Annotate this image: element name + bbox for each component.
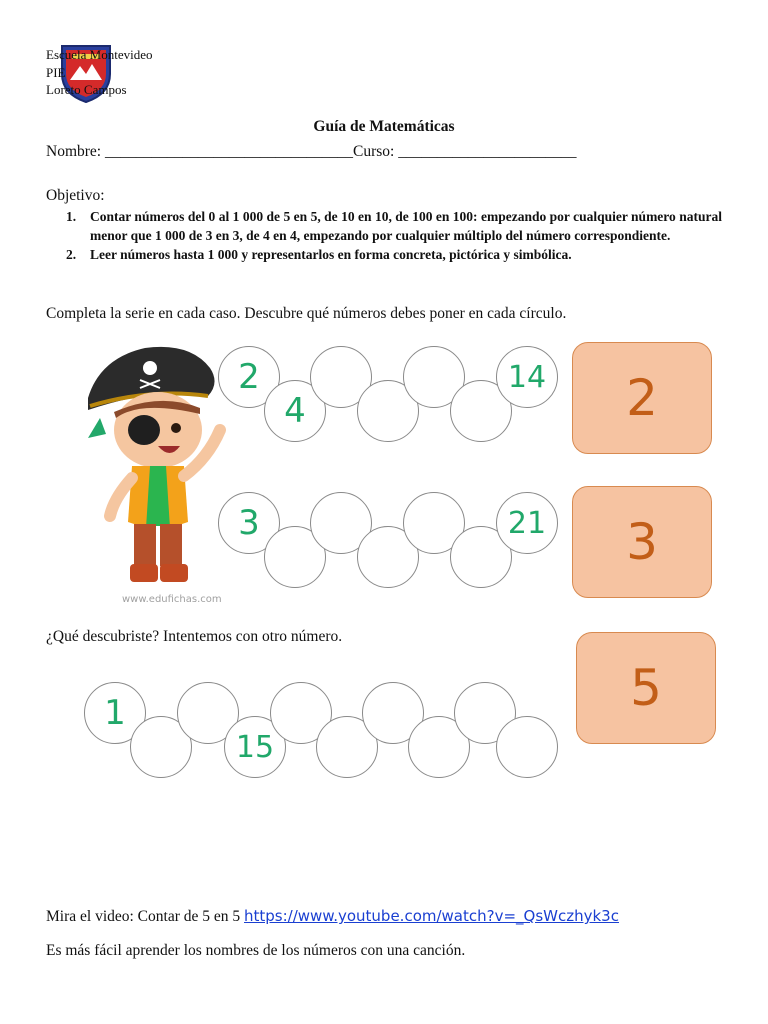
series-circle[interactable]: 4 — [264, 380, 326, 442]
question-text: ¿Qué descubriste? Intentemos con otro número. — [46, 628, 343, 645]
name-label: Nombre: — [46, 143, 102, 160]
student-form-line — [46, 143, 576, 161]
video-line — [46, 907, 619, 926]
series-circle[interactable] — [496, 716, 558, 778]
footer-text: Es más fácil aprender los nombres de los números con una canción. — [46, 942, 466, 959]
page-title: Guía de Matemáticas — [313, 118, 455, 135]
objective-number: 2. — [66, 247, 77, 262]
course-field[interactable]: _______________________ — [398, 143, 577, 160]
school-name: Escuela Montevideo — [46, 47, 153, 62]
series-circle[interactable]: 3 — [218, 492, 280, 554]
step-card: 2 — [572, 342, 712, 454]
series-circle[interactable]: 21 — [496, 492, 558, 554]
objective-item — [46, 207, 722, 245]
instruction-text: Completa la serie en cada caso. Descubre qué números debes poner en cada círculo. — [46, 305, 567, 322]
series-circle[interactable]: 1 — [84, 682, 146, 744]
objective-text: Contar números del 0 al 1 000 de 5 en 5, de 10 en 10, de 100 en 100: empezando por cualquier número natural menor que 1 000 de 3 en 3, de 4 en 4, empezando por cualquier múltiplo del número correspondiente. — [90, 209, 722, 243]
step-card: 3 — [572, 486, 712, 598]
school-header — [46, 46, 153, 99]
series-circle[interactable]: 15 — [224, 716, 286, 778]
objective-label: Objetivo: — [46, 187, 105, 204]
objective-number: 1. — [66, 209, 77, 224]
course-label: Curso: — [352, 143, 395, 160]
video-link[interactable]: https://www.youtube.com/watch?v=_QsWczhyk3c — [244, 907, 619, 925]
program-name: PIE — [46, 64, 66, 80]
series-circle[interactable]: 14 — [496, 346, 558, 408]
video-label: Mira el video: Contar de 5 en 5 — [46, 908, 245, 925]
objective-text: Leer números hasta 1 000 y representarlos en forma concreta, pictórica y simbólica. — [90, 247, 572, 262]
objective-item — [46, 245, 722, 264]
teacher-name: Loreto Campos — [46, 82, 127, 97]
step-card: 5 — [576, 632, 716, 744]
pirate-illustration — [80, 338, 240, 598]
series-circle[interactable]: 2 — [218, 346, 280, 408]
objective-list — [46, 207, 722, 264]
watermark: www.edufichas.com — [122, 594, 222, 605]
name-field[interactable]: ________________________________ — [104, 143, 353, 160]
